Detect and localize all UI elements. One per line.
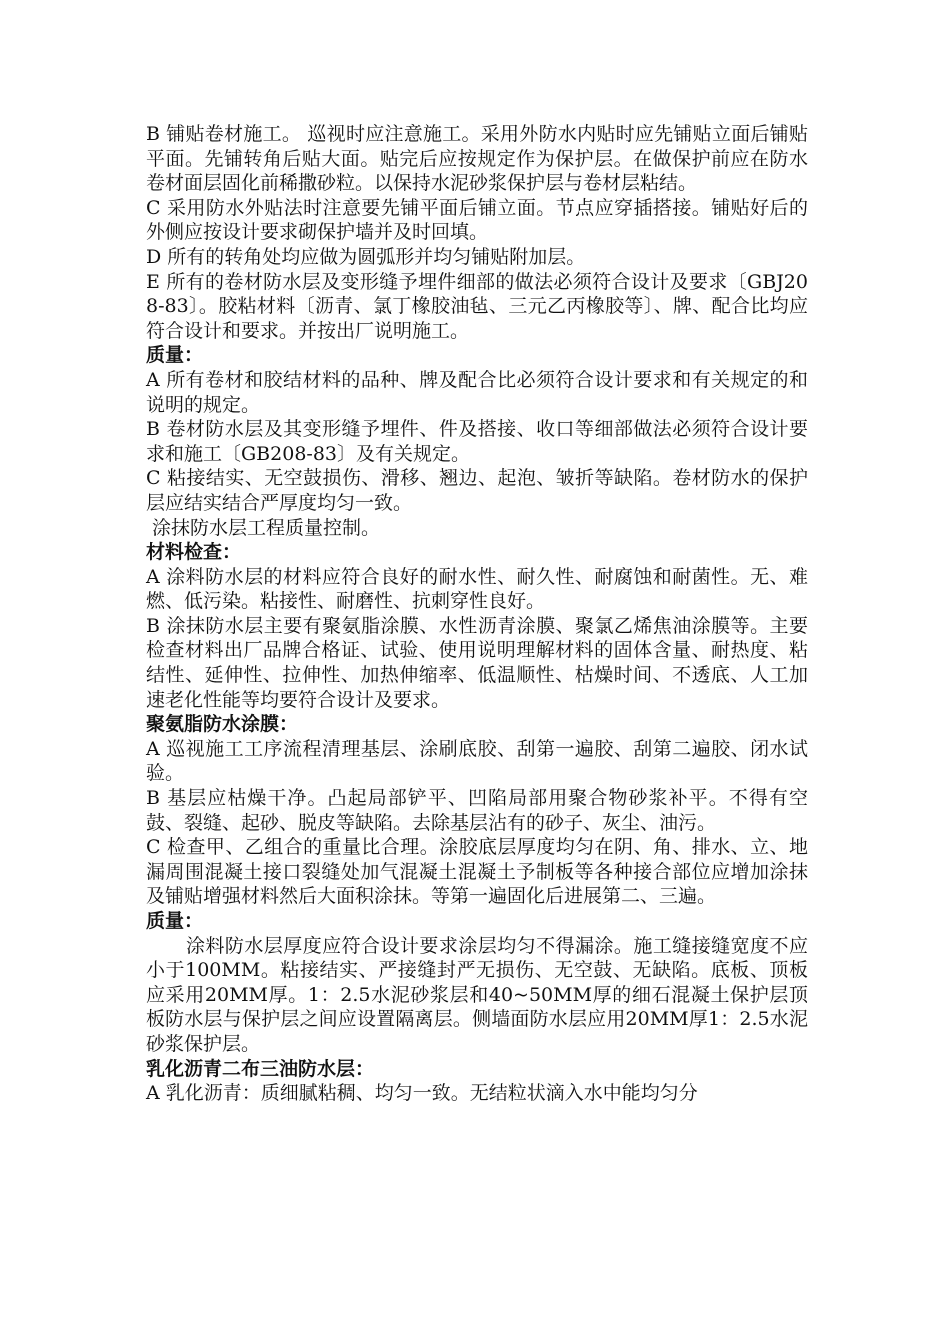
paragraph-quality-b: B 卷材防水层及其变形缝予埋件、件及搭接、收口等细部做法必须符合设计要求和施工〔GB208-83〕及有关规定。 xyxy=(146,418,808,465)
paragraph-emulsified-a: A 乳化沥青：质细腻粘稠、均匀一致。无结粒状滴入水中能均匀分 xyxy=(146,1082,698,1105)
heading-quality-1: 质量： xyxy=(146,344,204,367)
heading-emulsified-asphalt: 乳化沥青二布三油防水层： xyxy=(146,1057,375,1080)
paragraph-c-external-method: C 采用防水外贴法时注意要先铺平面后铺立面。节点应穿插搭接。铺贴好后的外侧应按设计要求砌保护墙并及时回填。 xyxy=(146,196,808,244)
paragraph-polyurethane-a: A 巡视施工工序流程清理基层、涂刷底胶、刮第一遍胶、刮第二遍胶、闭水试验。 xyxy=(146,737,808,785)
paragraph-quality-coating: 涂料防水层厚度应符合设计要求涂层均匀不得漏涂。施工缝接缝宽度不应小于100MM。粘接结实、严接缝封严无损伤、无空鼓、无缺陷。底板、顶板应采用20MM厚。1：2.5水泥砂浆层和40~50MM厚的细石混凝土保护层顶板防水层与保护层之间应设置隔离层。侧墙面防水层应用20MM厚1：2.5水泥砂浆保护层。 xyxy=(146,934,808,1055)
paragraph-quality-a: A 所有卷材和胶结材料的品种、牌及配合比必须符合设计要求和有关规定的和说明的规定。 xyxy=(146,368,808,416)
document-page xyxy=(146,122,808,1106)
heading-material-check: 材料检查： xyxy=(146,541,242,564)
paragraph-material-a: A 涂料防水层的材料应符合良好的耐水性、耐久性、耐腐蚀和耐菌性。无、难燃、低污染。粘接性、耐磨性、抗刺穿性良好。 xyxy=(146,565,808,613)
section-title-coating-control: 涂抹防水层工程质量控制。 xyxy=(152,516,381,539)
heading-quality-2: 质量： xyxy=(146,910,204,932)
paragraph-b-membrane-laying: B 铺贴卷材施工。 巡视时应注意施工。采用外防水内贴时应先铺贴立面后铺贴平面。先铺转角后贴大面。贴完后应按规定作为保护层。在做保护前应在防水卷材面层固化前稀撒砂粒。以保持水泥砂浆保护层与卷材层粘结。 xyxy=(146,123,808,195)
paragraph-quality-c: C 粘接结实、无空鼓损伤、滑移、翘边、起泡、皱折等缺陷。卷材防水的保护层应结实结合严厚度均匀一致。 xyxy=(146,467,808,514)
paragraph-d-corners: D 所有的转角处均应做为圆弧形并均匀铺贴附加层。 xyxy=(146,245,586,268)
paragraph-material-b: B 涂抹防水层主要有聚氨脂涂膜、水性沥青涂膜、聚氯乙烯焦油涂膜等。主要检查材料出厂品牌合格证、试验、使用说明理解材料的固体含量、耐热度、粘结性、延伸性、拉伸性、加热伸缩率、低温顺性、枯燥时间、不透底、人工加速老化性能等均要符合设计及要求。 xyxy=(146,614,808,711)
paragraph-polyurethane-c: C 检查甲、乙组合的重量比合理。涂胶底层厚度均匀在阴、角、排水、立、地漏周围混凝土接口裂缝处加气混凝土混凝土予制板等各种接合部位应增加涂抹及铺贴增强材料然后大面积涂抹。等第一遍固化后进展第二、三遍。 xyxy=(146,836,808,908)
paragraph-e-details: E 所有的卷材防水层及变形缝予埋件细部的做法必须符合设计及要求〔GBJ208-83〕。胶粘材料〔沥青、氯丁橡胶油毡、三元乙丙橡胶等〕、牌、配合比均应符合设计和要求。并按出厂说明施工。 xyxy=(146,270,808,342)
heading-polyurethane-coating: 聚氨脂防水涂膜： xyxy=(146,713,299,736)
paragraph-polyurethane-b: B 基层应枯燥干净。凸起局部铲平、凹陷局部用聚合物砂浆补平。不得有空鼓、裂缝、起砂、脱皮等缺陷。去除基层沾有的砂子、灰尘、油污。 xyxy=(146,787,808,834)
